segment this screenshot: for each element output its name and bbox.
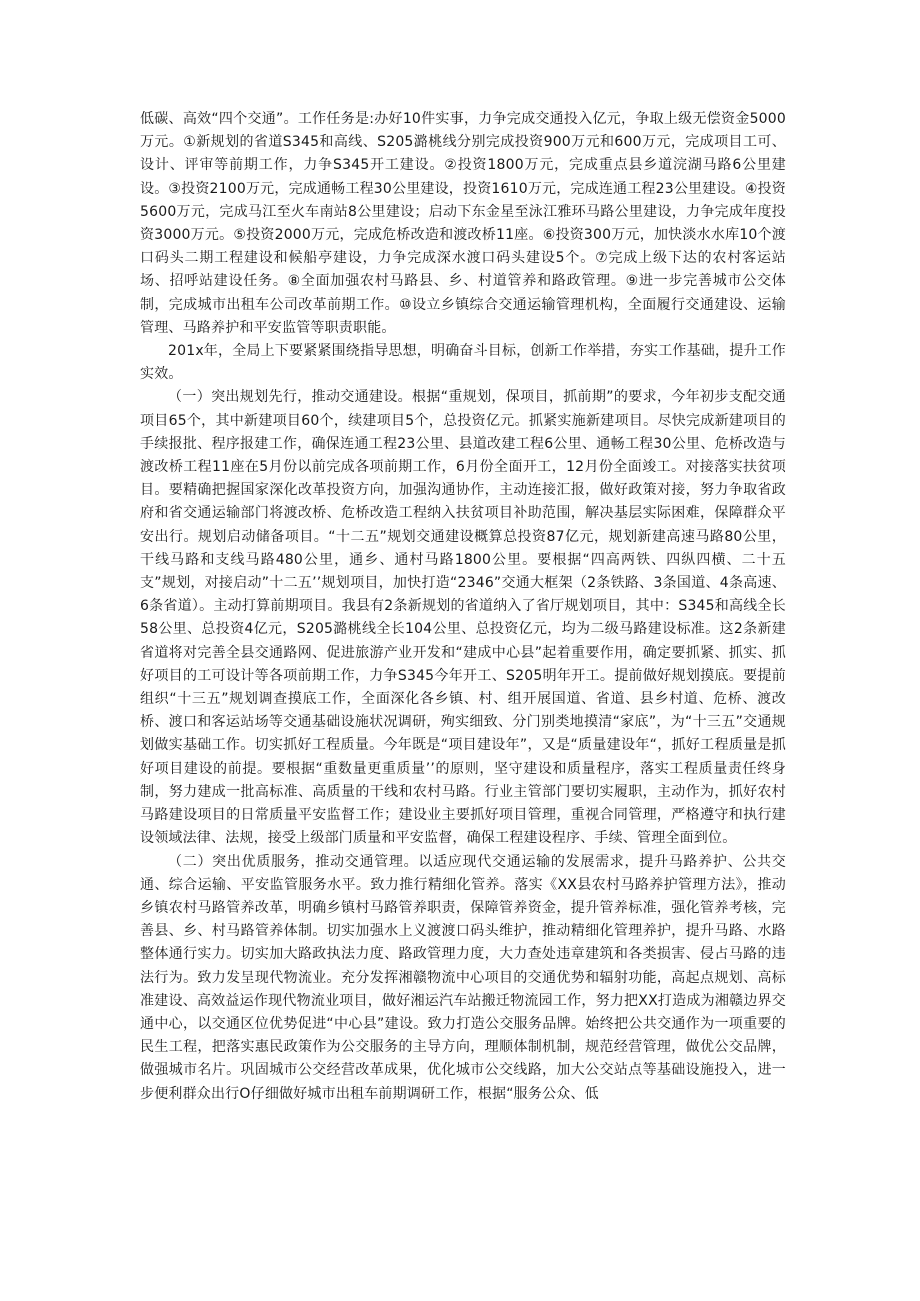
document-page xyxy=(140,108,786,1106)
paragraph-service-management: （二）突出优质服务，推动交通管理。以适应现代交通运输的发展需求，提升马路养护、公共交通、综合运输、平安监管服务水平。致力推行精细化管养。落实《XX县农村马路养护管理方法》，推动乡镇农村马路管养改革，明确乡镇村马路管养职责，保障管养资金，提升管养标准，强化管养考核，完善县、乡、村马路管养体制。切实加强水上义渡渡口码头维护，推动精细化管理养护，提升马路、水路整体通行实力。切实加大路政执法力度、路政管理力度，大力查处违章建筑和各类损害、侵占马路的违法行为。致力发呈现代物流业。充分发挥湘赣物流中心项目的交通优势和辐射功能，高起点规划、高标准建设、高效益运作现代物流业项目，做好湘运汽车站搬迁物流园工作，努力把XX打造成为湘赣边界交通中心，以交通区位优势促进“中心县”建设。致力打造公交服务品牌。始终把公共交通作为一项重要的民生工程，把落实惠民政策作为公交服务的主导方向，理顺体制机制，规范经营管理，做优公交品牌，做强城市名片。巩固城市公交经营改革成果，优化城市公交线路，加大公交站点等基础设施投入，进一步便利群众出行O仔细做好城市出租车前期调研工作，根据“服务公众、低 xyxy=(140,853,786,1102)
paragraph-planning-construction: （一）突出规划先行，推动交通建设。根据“重规划，保项目，抓前期”的要求，今年初步支配交通项目65个，其中新建项目60个，续建项目5个，总投资亿元。抓紧实施新建项目。尽快完成新建项目的手续报批、程序报建工作，确保连通工程23公里、县道改建工程6公里、通畅工程30公里、危桥改造与渡改桥工程11座在5月份以前完成各项前期工作，6月份全面开工，12月份全面竣工。对接落实扶贫项目。要精确把握国家深化改革投资方向，加强沟通协作，主动连接汇报，做好政策对接，努力争取省政府和省交通运输部门将渡改桥、危桥改造工程纳入扶贫项目补助范围，解决基层实际困难，保障群众平安出行。规划启动储备项目。“十二五”规划交通建设概算总投资87亿元，规划新建高速马路80公里，干线马路和支线马路480公里，通乡、通村马路1800公里。要根据“四高两铁、四纵四横、二十五支”规划，对接启动”十二五’’规划项目，加快打造“2346”交通大框架（2条铁路、3条国道、4条高速、6条省道）。主动打算前期项目。我县有2条新规划的省道纳入了省厅规划项目，其中：S345和高线全长58公里、总投资4亿元，S205潞桃线全长104公里、总投资亿元，均为二级马路建设标准。这2条新建省道将对完善全县交通路网、促进旅游产业开发和“建成中心县”起着重要作用，确定要抓紧、抓实、抓好项目的工可设计等各项前期工作，力争S345今年开工、S205明年开工。提前做好规划摸底。要提前组织“十三五”规划调查摸底工作，全面深化各乡镇、村、组开展国道、省道、县乡村道、危桥、渡改桥、渡口和客运站场等交通基础设施状况调研，殉实细致、分门别类地摸清“家底”，为“十三五”交通规划做实基础工作。切实抓好工程质量。今年既是“项目建设年”，又是“质量建设年“，抓好工程质量是抓好项目建设的前提。要根据“重数量更重质量’’的原则，坚守建设和质量程序，落实工程质量责任终身制，努力建成一批高标准、高质量的干线和农村马路。行业主管部门要切实履职，主动作为，抓好农村马路建设项目的日常质量平安监督工作；建设业主要抓好项目管理，重视合同管理，严格遵守和执行建设领域法律、法规，接受上级部门质量和平安监督，确保工程建设程序、手续、管理全面到位。 xyxy=(140,389,786,847)
paragraph-annual-goal: 201x年，全局上下要紧紧围绕指导思想，明确奋斗目标，创新工作举措，夯实工作基础，提升工作实效。 xyxy=(140,343,787,383)
paragraph-work-tasks: 低碳、高效“四个交通”。工作任务是:办好10件实事，力争完成交通投入亿元，争取上级无偿资金5000万元。①新规划的省道S345和高线、S205潞桃线分别完成投资900万元和600万元，完成项目工可、设计、评审等前期工作，力争S345开工建设。②投资1800万元，完成重点县乡道浣湖马路6公里建设。③投资2100万元，完成通畅工程30公里建设，投资1610万元，完成连通工程23公里建设。④投资5600万元，完成马江至火车南站8公里建设；启动下东金星至泳江雅环马路公里建设，力争完成年度投资3000万元。⑤投资2000万元，完成危桥改造和渡改桥11座。⑥投资300万元，加快淡水水库10个渡口码头二期工程建设和候船亭建设，力争完成深水渡口码头建设5个。⑦完成上级下达的农村客运站场、招呼站建设任务。⑧全面加强农村马路县、乡、村道管养和路政管理。⑨进一步完善城市公交体制，完成城市出租车公司改革前期工作。⑩设立乡镇综合交通运输管理机构，全面履行交通建设、运输管理、马路养护和平安监管等职责职能。 xyxy=(140,111,786,336)
